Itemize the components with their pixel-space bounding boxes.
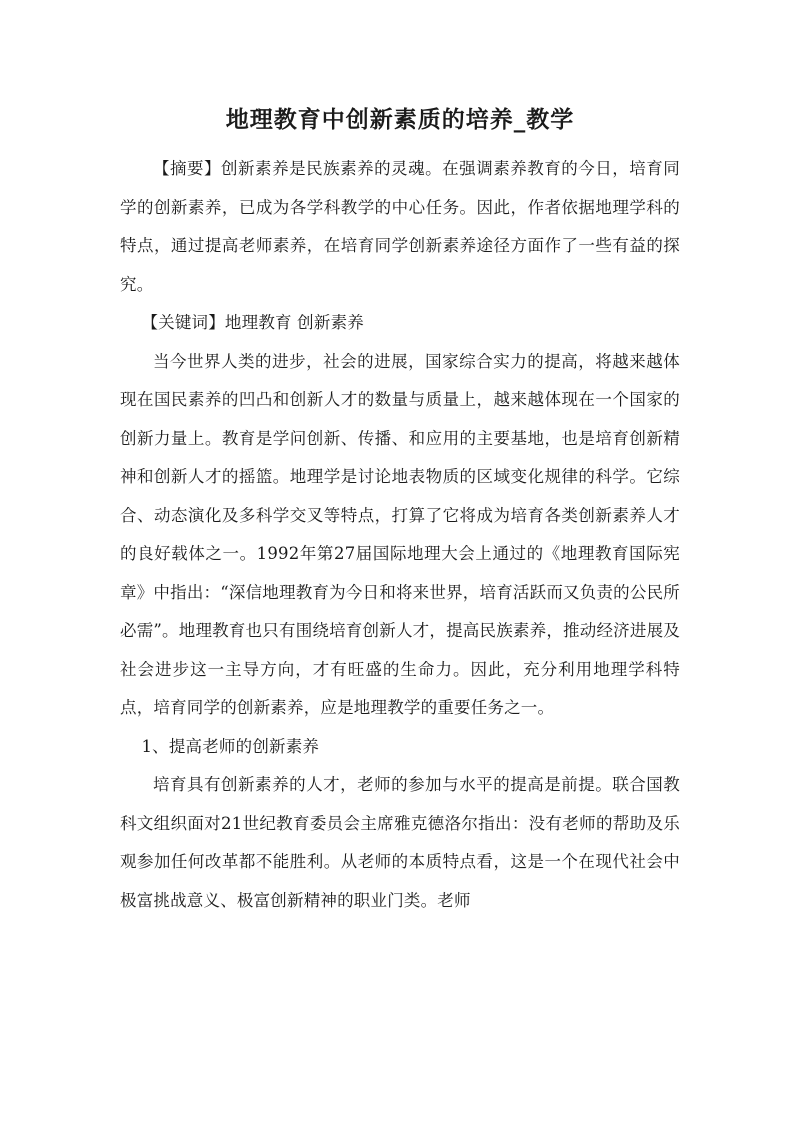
- body-paragraph-1: 当今世界人类的进步，社会的进展，国家综合实力的提高，将越来越体现在国民素养的凹凸和创新人才的数量与质量上，越来越体现在一个国家的创新力量上。教育是学问创新、传播、和应用的主要基地，也是培育创新精神和创新人才的摇篮。地理学是讨论地表物质的区域变化规律的科学。它综合、动态演化及多科学交叉等特点，打算了它将成为培育各类创新素养人才的良好载体之一。1992年第27届国际地理大会上通过的《地理教育国际宪章》中指出：“深信地理教育为今日和将来世界，培育活跃而又负责的公民所必需”。地理教育也只有围绕培育创新人才，提高民族素养，推动经济进展及社会进步这一主导方向，才有旺盛的生命力。因此，充分利用地理学科特点，培育同学的创新素养，应是地理教学的重要任务之一。: [120, 351, 680, 717]
- keywords-line: 【关键词】地理教育 创新素养: [141, 313, 364, 332]
- document-body: [120, 150, 680, 920]
- document-title: 地理教育中创新素质的培养_教学: [225, 106, 575, 133]
- body-paragraph-2: 培育具有创新素养的人才，老师的参加与水平的提高是前提。联合国教科文组织面对21世纪教育委员会主席雅克德洛尔指出：没有老师的帮助及乐观参加任何改革都不能胜利。从老师的本质特点看，这是一个在现代社会中极富挑战意义、极富创新精神的职业门类。老师: [120, 775, 680, 910]
- abstract-paragraph: 【摘要】创新素养是民族素养的灵魂。在强调素养教育的今日，培育同学的创新素养，已成为各学科教学的中心任务。因此，作者依据地理学科的特点，通过提高老师素养，在培育同学创新素养途径方面作了一些有益的探究。: [120, 159, 680, 294]
- section-heading: 1、提高老师的创新素养: [141, 736, 320, 756]
